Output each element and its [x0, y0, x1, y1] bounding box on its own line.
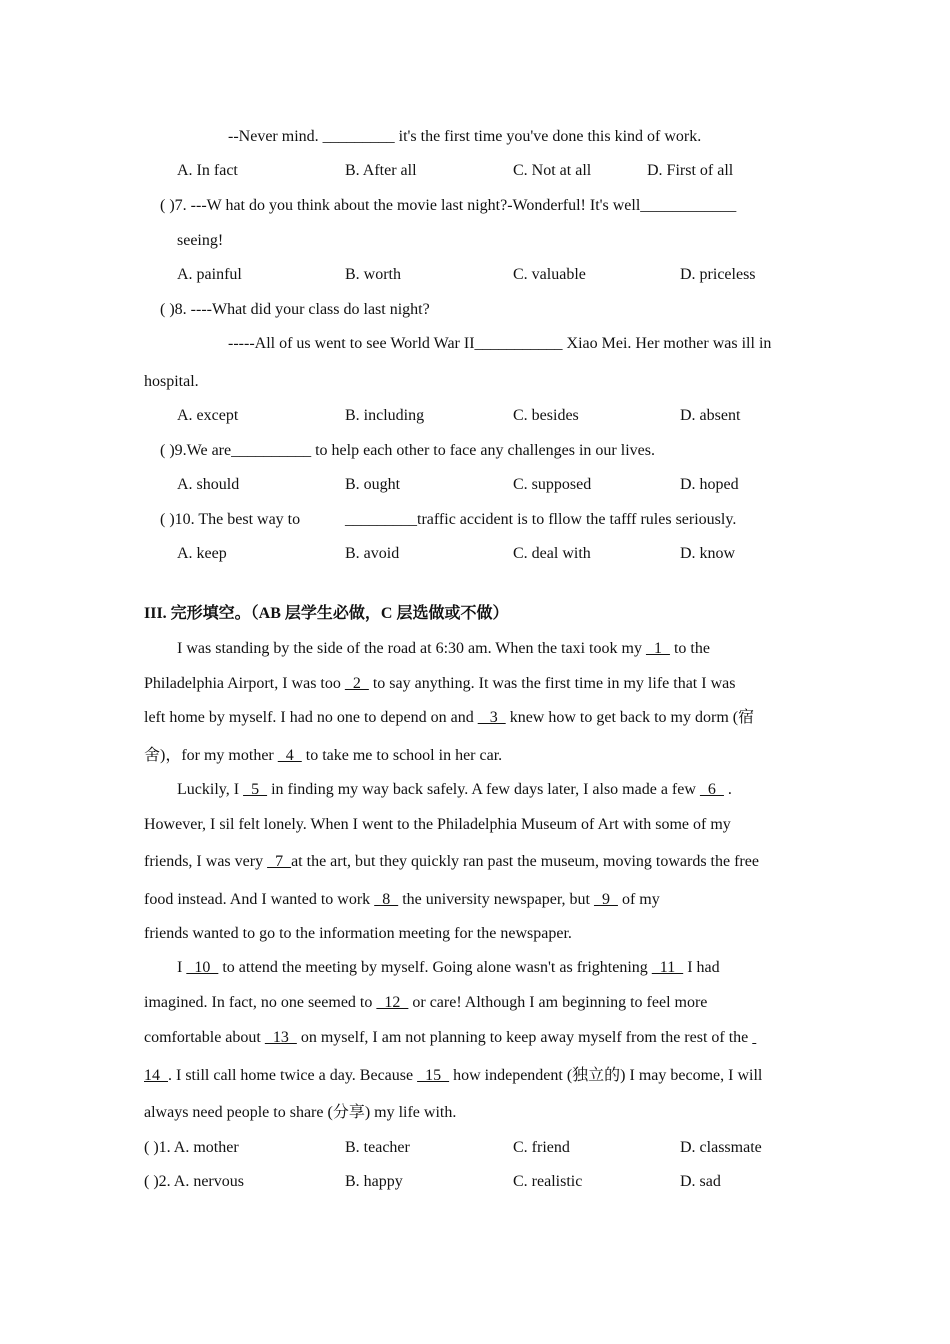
- q6-option-c: C. Not at all: [513, 162, 592, 179]
- blank-8: 8: [374, 891, 399, 908]
- q8-stem: ( )8. ----What did your class do last night?: [160, 301, 430, 318]
- q6-option-d: D. First of all: [647, 162, 734, 179]
- passage-line: friends wanted to go to the information meeting for the newspaper.: [144, 925, 572, 942]
- blank-5: 5: [243, 781, 268, 798]
- q9-option-a: A. should: [177, 476, 240, 493]
- cloze-q2-option-b: B. happy: [345, 1173, 403, 1190]
- q7-option-d: D. priceless: [680, 266, 756, 283]
- blank-9: 9: [593, 891, 618, 908]
- passage-line: I was standing by the side of the road at 6:30 am. When the taxi took my 1 to the: [177, 640, 710, 657]
- cloze-q2-option-a: ( )2. A. nervous: [144, 1173, 244, 1190]
- blank-14: 14: [144, 1067, 168, 1084]
- cloze-q2-option-d: D. sad: [680, 1173, 721, 1190]
- q8-option-c: C. besides: [513, 407, 579, 424]
- blank-13: 13: [264, 1029, 297, 1046]
- q9-option-d: D. hoped: [680, 476, 739, 493]
- cloze-q2-option-c: C. realistic: [513, 1173, 583, 1190]
- blank-7: 7: [267, 853, 292, 870]
- cloze-q1-option-c: C. friend: [513, 1139, 570, 1156]
- q6-line: --Never mind. _________ it's the first time you've done this kind of work.: [228, 128, 702, 145]
- q8-response-cont: hospital.: [144, 373, 199, 390]
- q9-stem: ( )9.We are__________ to help each other to face any challenges in our lives.: [160, 442, 655, 459]
- passage-line: left home by myself. I had no one to depend on and 3 knew how to get back to my dorm (宿: [144, 709, 755, 726]
- q7-option-b: B. worth: [345, 266, 401, 283]
- q10-stem-part1: ( )10. The best way to: [160, 511, 301, 528]
- q7-stem: ( )7. ---W hat do you think about the movie last night?-Wonderful! It's well____________: [160, 197, 737, 214]
- q6-option-b: B. After all: [345, 162, 417, 179]
- blank-4: 4: [277, 747, 302, 764]
- q9-option-b: B. ought: [345, 476, 401, 493]
- passage-line: However, I sil felt lonely. When I went to the Philadelphia Museum of Art with some of my: [144, 816, 731, 833]
- blank-2: 2: [344, 675, 369, 692]
- passage-line: 14 . I still call home twice a day. Because 15 how independent (独立的) I may become, I will: [144, 1067, 763, 1084]
- q10-option-c: C. deal with: [513, 545, 591, 562]
- blank-15: 15: [417, 1067, 450, 1084]
- blank-6: 6: [699, 781, 724, 798]
- q10-stem-part2: _________traffic accident is to fllow the tafff rules seriously.: [345, 511, 737, 528]
- q10-option-b: B. avoid: [345, 545, 400, 562]
- section-heading: III. 完形填空。（AB 层学生必做，C 层选做或不做）: [144, 605, 509, 622]
- blank-11: 11: [651, 959, 684, 976]
- blank-12: 12: [376, 994, 409, 1011]
- passage-line: friends, I was very 7 at the art, but they quickly ran past the museum, moving towards the free: [144, 853, 759, 870]
- q7-stem-cont: seeing!: [177, 232, 224, 249]
- q10-option-d: D. know: [680, 545, 736, 562]
- q8-option-a: A. except: [177, 407, 239, 424]
- blank-3: 3: [477, 709, 506, 726]
- cloze-q1-option-d: D. classmate: [680, 1139, 762, 1156]
- passage-line: food instead. And I wanted to work 8 the university newspaper, but 9 of my: [144, 891, 660, 908]
- blank-1: 1: [645, 640, 670, 657]
- q7-option-a: A. painful: [177, 266, 242, 283]
- passage-line: always need people to share (分享) my life with.: [144, 1104, 457, 1121]
- cloze-q1-option-a: ( )1. A. mother: [144, 1139, 239, 1156]
- q8-option-b: B. including: [345, 407, 425, 424]
- blank-10: 10: [186, 959, 219, 976]
- q6-option-a: A. In fact: [177, 162, 238, 179]
- cloze-q1-option-b: B. teacher: [345, 1139, 410, 1156]
- passage-line: Luckily, I 5 in finding my way back safely. A few days later, I also made a few 6 .: [177, 781, 732, 798]
- passage-line: I 10 to attend the meeting by myself. Going alone wasn't as frightening 11 I had: [177, 959, 720, 976]
- q10-option-a: A. keep: [177, 545, 227, 562]
- q8-response: -----All of us went to see World War II___________ Xiao Mei. Her mother was ill in: [228, 335, 772, 352]
- passage-line: imagined. In fact, no one seemed to 12 or care! Although I am beginning to feel more: [144, 994, 708, 1011]
- blank-14-start: [752, 1029, 756, 1046]
- passage-line: 舍)，for my mother 4 to take me to school in her car.: [144, 747, 503, 764]
- q8-option-d: D. absent: [680, 407, 741, 424]
- q7-option-c: C. valuable: [513, 266, 586, 283]
- q9-option-c: C. supposed: [513, 476, 592, 493]
- passage-line: comfortable about 13 on myself, I am not planning to keep away myself from the rest of the: [144, 1028, 756, 1048]
- passage-line: Philadelphia Airport, I was too 2 to say anything. It was the first time in my life that I was: [144, 675, 736, 692]
